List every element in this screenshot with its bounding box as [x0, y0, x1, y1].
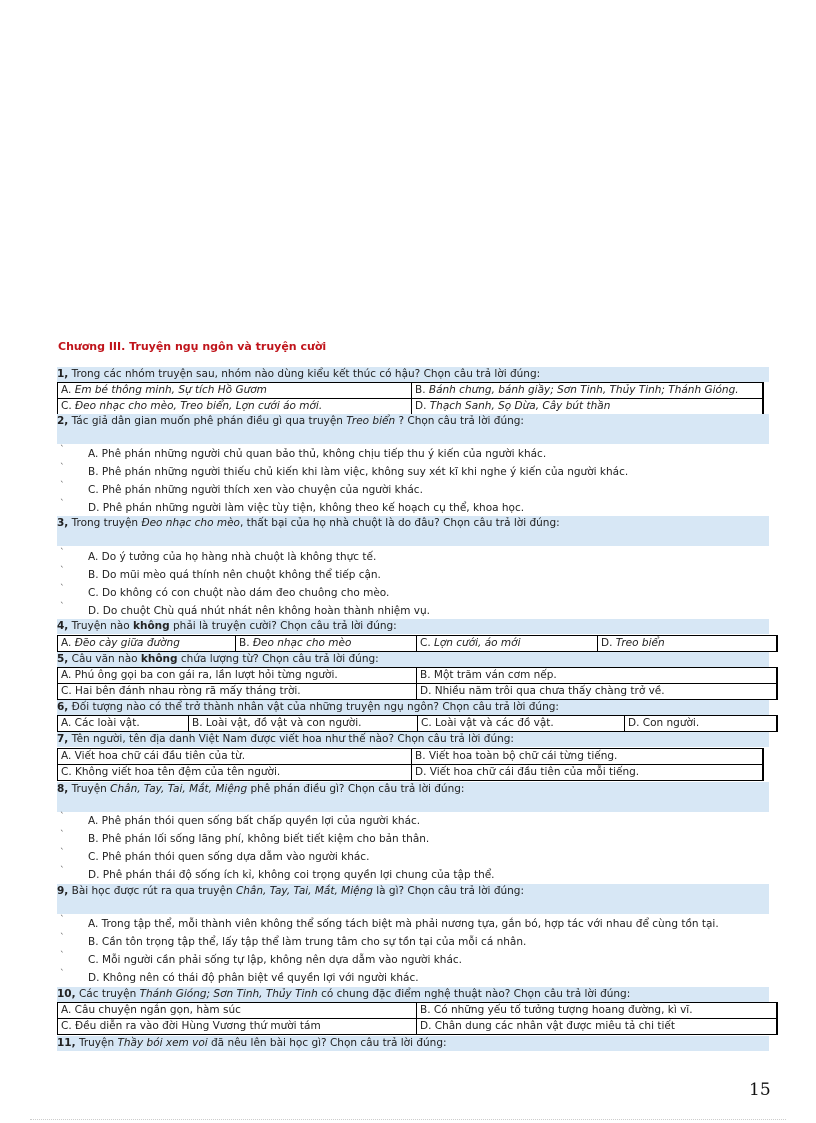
- question-text: Trong các nhóm truyện sau, nhóm nào dùng kiểu kết thúc có hậu? Chọn câu trả lời đúng:: [68, 368, 541, 380]
- answer-b[interactable]: B. Cần tôn trọng tập thể, lấy tập thể làm trung tâm cho sự tồn tại của mỗi cá nhân.: [88, 936, 527, 948]
- answer-d[interactable]: D. Phê phán thái độ sống ích kỉ, không coi trọng quyền lợi chung của tập thể.: [88, 869, 495, 881]
- bullet-mark: `: [60, 463, 65, 473]
- chapter-title: Chương III. Truyện ngụ ngôn và truyện cười: [58, 340, 327, 353]
- answer-b[interactable]: B. Bánh chưng, bánh giầy; Sơn Tinh, Thủy Tinh; Thánh Gióng.: [412, 383, 763, 399]
- answer-a[interactable]: A. Do ý tưởng của họ hàng nhà chuột là không thực tế.: [88, 551, 377, 563]
- answer-c[interactable]: C. Phê phán những người thích xen vào chuyện của người khác.: [88, 484, 423, 496]
- answer-c[interactable]: C. Hai bên đánh nhau ròng rã mấy tháng trời.: [58, 684, 417, 700]
- bullet-mark: `: [60, 499, 65, 509]
- answer-b[interactable]: B. Viết hoa toàn bộ chữ cái từng tiếng.: [412, 749, 763, 765]
- answer-d[interactable]: D. Không nên có thái độ phân biệt về quyền lợi với người khác.: [88, 972, 419, 984]
- answer-grid-1: [57, 382, 764, 415]
- bullet-mark: `: [60, 584, 65, 594]
- answer-d[interactable]: D. Thạch Sanh, Sọ Dừa, Cây bút thần: [412, 399, 763, 415]
- question-number: 1,: [57, 368, 69, 380]
- bullet-mark: `: [60, 548, 65, 558]
- answer-a[interactable]: A. Các loài vật.: [58, 716, 189, 732]
- answer-a[interactable]: A. Trong tập thể, mỗi thành viên không thể sống tách biệt mà phải nương tựa, gắn bó, hợp tác với nhau để cùng tồn tại.: [88, 918, 719, 930]
- bullet-mark: `: [60, 830, 65, 840]
- question-6: 6, Đối tượng nào có thể trở thành nhân vật của những truyện ngụ ngôn? Chọn câu trả lời đúng:: [57, 700, 769, 715]
- answer-c[interactable]: C. Mỗi người cần phải sống tự lập, không nên dựa dẫm vào người khác.: [88, 954, 462, 966]
- question-8: 8, Truyện Chân, Tay, Tai, Mắt, Miệng phê phán điều gì? Chọn câu trả lời đúng:: [57, 782, 769, 812]
- page-number: 15: [749, 1080, 771, 1100]
- bullet-mark: `: [60, 481, 65, 491]
- answer-d[interactable]: D. Chân dung các nhân vật được miêu tả chi tiết: [417, 1019, 777, 1035]
- bullet-mark: `: [60, 812, 65, 822]
- answer-a[interactable]: A. Đẽo cày giữa đường: [58, 636, 236, 652]
- answer-grid-7: [57, 748, 764, 781]
- question-10: 10, Các truyện Thánh Gióng; Sơn Tinh, Thủy Tinh có chung đặc điểm nghệ thuật nào? Chọn câu trả lời đúng:: [57, 987, 769, 1002]
- question-3: 3, Trong truyện Đeo nhạc cho mèo, thất bại của họ nhà chuột là do đâu? Chọn câu trả lời đúng:: [57, 516, 769, 546]
- answer-c[interactable]: C. Đeo nhạc cho mèo, Treo biển, Lợn cưới áo mới.: [58, 399, 412, 415]
- bullet-mark: `: [60, 933, 65, 943]
- answer-grid-6: [57, 715, 778, 732]
- answer-grid-10: [57, 1002, 778, 1035]
- answer-c[interactable]: C. Lợn cưới, áo mới: [417, 636, 598, 652]
- answer-b[interactable]: B. Phê phán lối sống lãng phí, không biết tiết kiệm cho bản thân.: [88, 833, 430, 845]
- question-1: [57, 367, 769, 382]
- answer-a[interactable]: A. Em bé thông minh, Sự tích Hồ Gươm: [58, 383, 412, 399]
- answer-grid-4: [57, 635, 778, 652]
- answer-b[interactable]: B. Có những yếu tố tưởng tượng hoang đường, kì vĩ.: [417, 1003, 777, 1019]
- answer-d[interactable]: D. Con người.: [625, 716, 777, 732]
- answer-d[interactable]: D. Phê phán những người làm việc tùy tiện, không theo kế hoạch cụ thể, khoa học.: [88, 502, 525, 514]
- bullet-mark: `: [60, 866, 65, 876]
- question-4: 4, Truyện nào không phải là truyện cười? Chọn câu trả lời đúng:: [57, 619, 769, 634]
- answer-a[interactable]: A. Phê phán thói quen sống bất chấp quyền lợi của người khác.: [88, 815, 421, 827]
- answer-c[interactable]: C. Không viết hoa tên đệm của tên người.: [58, 765, 412, 781]
- answer-c[interactable]: C. Đều diễn ra vào đời Hùng Vương thứ mười tám: [58, 1019, 417, 1035]
- answer-b[interactable]: B. Loài vật, đồ vật và con người.: [189, 716, 418, 732]
- answer-grid-5: [57, 667, 778, 700]
- bullet-mark: `: [60, 969, 65, 979]
- bullet-mark: `: [60, 848, 65, 858]
- question-7: 7, Tên người, tên địa danh Việt Nam được viết hoa như thế nào? Chọn câu trả lời đúng:: [57, 732, 769, 747]
- answer-a[interactable]: A. Câu chuyện ngắn gọn, hàm súc: [58, 1003, 417, 1019]
- bullet-mark: `: [60, 445, 65, 455]
- answer-a[interactable]: A. Phú ông gọi ba con gái ra, lần lượt hỏi từng người.: [58, 668, 417, 684]
- question-2: 2, Tác giả dân gian muốn phê phán điều gì qua truyện Treo biển ? Chọn câu trả lời đúng:: [57, 414, 769, 444]
- bullet-mark: `: [60, 602, 65, 612]
- bullet-mark: `: [60, 566, 65, 576]
- answer-c[interactable]: C. Phê phán thói quen sống dựa dẫm vào người khác.: [88, 851, 370, 863]
- page-bottom-divider: [30, 1119, 786, 1120]
- answer-c[interactable]: C. Do không có con chuột nào dám đeo chuông cho mèo.: [88, 587, 390, 599]
- answer-a[interactable]: A. Viết hoa chữ cái đầu tiên của từ.: [58, 749, 412, 765]
- answer-b[interactable]: B. Phê phán những người thiếu chủ kiến khi làm việc, không suy xét kĩ khi nghe ý kiến của người khác.: [88, 466, 629, 478]
- question-5: 5, Câu văn nào không chứa lượng từ? Chọn câu trả lời đúng:: [57, 652, 769, 667]
- answer-d[interactable]: D. Do chuột Chù quá nhút nhát nên không hoàn thành nhiệm vụ.: [88, 605, 430, 617]
- answer-d[interactable]: D. Nhiều năm trôi qua chưa thấy chàng trở về.: [417, 684, 777, 700]
- answer-d[interactable]: D. Treo biển: [598, 636, 777, 652]
- question-11: 11, Truyện Thầy bói xem voi đã nêu lên bài học gì? Chọn câu trả lời đúng:: [57, 1036, 769, 1051]
- bullet-mark: `: [60, 951, 65, 961]
- answer-b[interactable]: B. Đeo nhạc cho mèo: [236, 636, 417, 652]
- answer-b[interactable]: B. Do mũi mèo quá thính nên chuột không thể tiếp cận.: [88, 569, 381, 581]
- answer-c[interactable]: C. Loài vật và các đồ vật.: [418, 716, 625, 732]
- bullet-mark: `: [60, 915, 65, 925]
- answer-b[interactable]: B. Một trăm ván cơm nếp.: [417, 668, 777, 684]
- question-9: 9, Bài học được rút ra qua truyện Chân, Tay, Tai, Mắt, Miệng là gì? Chọn câu trả lời đúng:: [57, 884, 769, 914]
- answer-d[interactable]: D. Viết hoa chữ cái đầu tiên của mỗi tiếng.: [412, 765, 763, 781]
- answer-a[interactable]: A. Phê phán những người chủ quan bảo thủ, không chịu tiếp thu ý kiến của người khác.: [88, 448, 547, 460]
